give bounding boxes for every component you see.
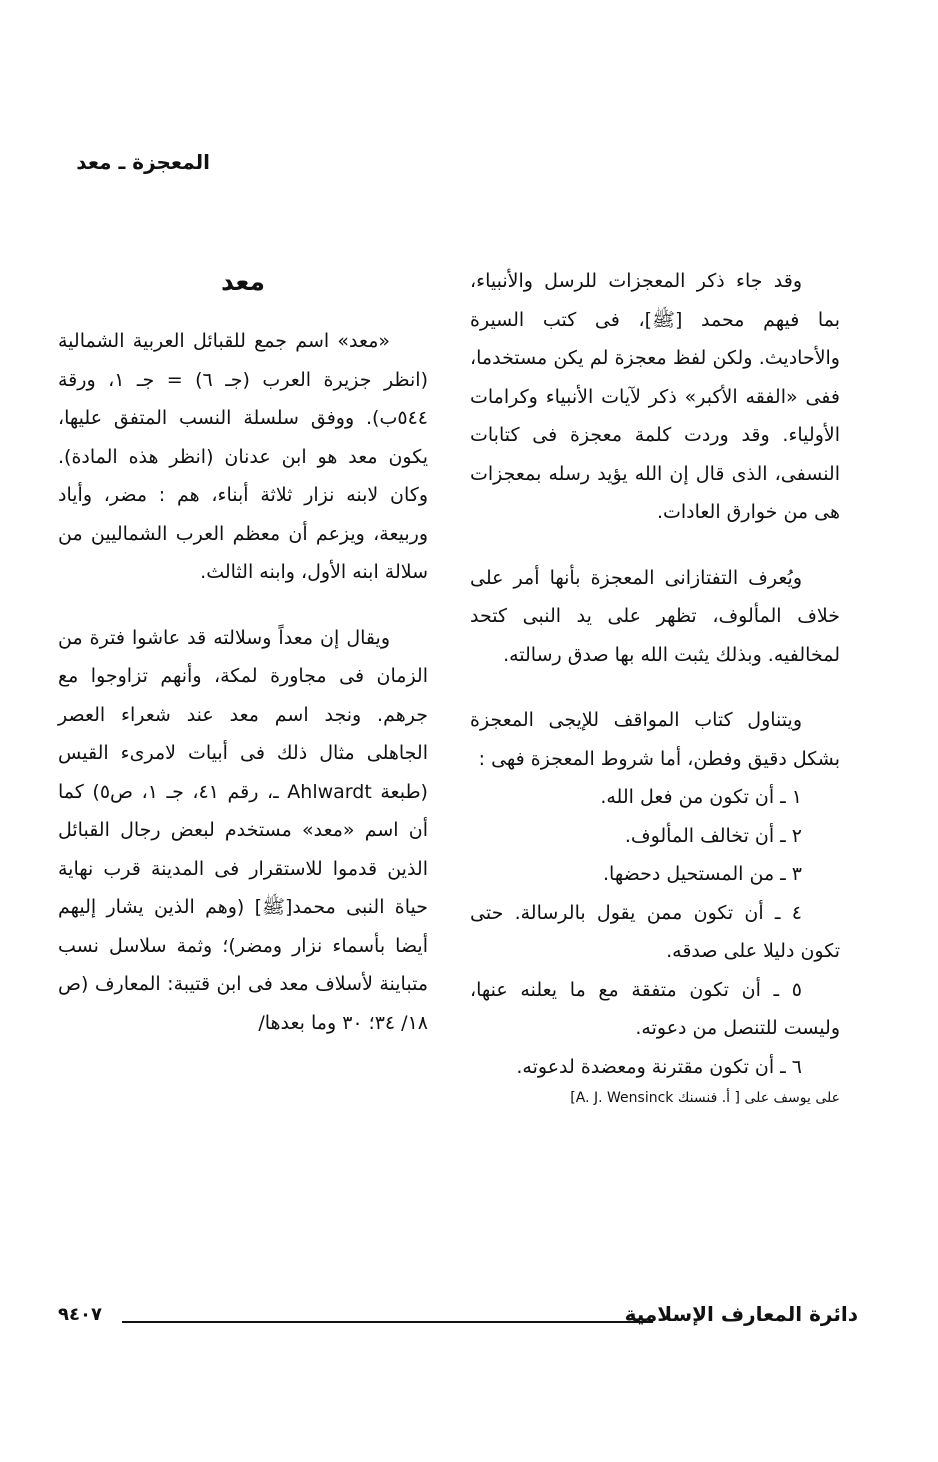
condition-item: ٥ ـ أن تكون متفقة مع ما يعلنه عنها، وليست للتنصل من دعوته. [470, 978, 840, 1039]
right-column [470, 262, 840, 1110]
conditions-list [470, 778, 840, 1086]
paragraph-maad-definition: «معد» اسم جمع للقبائل العربية الشمالية (انظر جزيرة العرب (جـ ٦) = جـ ١، ورقة ٥٤٤ب). ووفق سلسلة النسب المتفق عليها، يكون معد هو ابن عدنان (انظر هذه المادة). وكان لابنه نزار ثلاثة أبناء، هم : مضر، وأياد وربيعة، ويزعم أن معظم العرب الشماليين من سلالة ابنه الأول، وابنه الثالث. [58, 330, 428, 583]
paragraph-miracle-mentions: وقد جاء ذكر المعجزات للرسل والأنبياء، بما فيهم محمد [ﷺ]، فى كتب السيرة والأحاديث. ولكن لفظ معجزة لم يكن مستخدما، ففى «الفقه الأكبر» ذكر لآيات الأنبياء وكرامات الأولياء. وقد وردت كلمة معجزة فى كتابات النسفى، الذى قال إن الله يؤيد رسله بمعجزات هى من خوارق العادات. [470, 270, 840, 523]
condition-item: ٤ ـ أن تكون ممن يقول بالرسالة. حتى تكون دليلا على صدقه. [470, 901, 840, 962]
condition-item: ٦ ـ أن تكون مقترنة ومعضدة لدعوته. [516, 1055, 802, 1078]
paragraph-mawaqif: ويتناول كتاب المواقف للإيجى المعجزة بشكل دقيق وفطن، أما شروط المعجزة فهى : [470, 709, 840, 770]
condition-item: ١ ـ أن تكون من فعل الله. [600, 786, 802, 808]
encyclopedia-title: دائرة المعارف الإسلامية [624, 1302, 858, 1326]
left-column [58, 262, 428, 1042]
article-title: معد [220, 267, 266, 296]
footer-divider [122, 1321, 653, 1323]
page-number: ٩٤٠٧ [58, 1304, 102, 1325]
author-signature: على يوسف على [ أ. فنسنك A. J. Wensinck] [570, 1090, 840, 1106]
paragraph-taftazani: ويُعرف التفتازانى المعجزة بأنها أمر على خلاف المألوف، تظهر على يد النبى كتحد لمخالفيه. وبذلك يثبت الله بها صدق رسالته. [470, 566, 840, 666]
paragraph-maad-history: ويقال إن معداً وسلالته قد عاشوا فترة من الزمان فى مجاورة لمكة، وأنهم تزاوجوا مع جرهم. ونجد اسم معد عند شعراء العصر الجاهلى مثال ذلك فى أبيات لامرىء القيس (طبعة Ahlwardt ـ، رقم ٤١، جـ ١، ص٥) كما أن اسم «معد» مستخدم لبعض رجال القبائل الذين قدموا للاستقرار فى المدينة قرب نهاية حياة النبى محمد[ﷺ] (وهم الذين يشار إليهم أيضا بأسماء نزار ومضر)؛ وثمة سلاسل نسب متباينة لأسلاف معد فى ابن قتيبة: المعارف (ص ١٨/ ٣٤؛ ٣٠ وما بعدها/ [58, 626, 428, 1034]
running-head: المعجزة ـ معد [76, 150, 210, 174]
condition-item: ٣ ـ من المستحيل دحضها. [603, 863, 802, 885]
page-footer [58, 1302, 858, 1342]
condition-item: ٢ ـ أن تخالف المألوف. [624, 824, 802, 847]
